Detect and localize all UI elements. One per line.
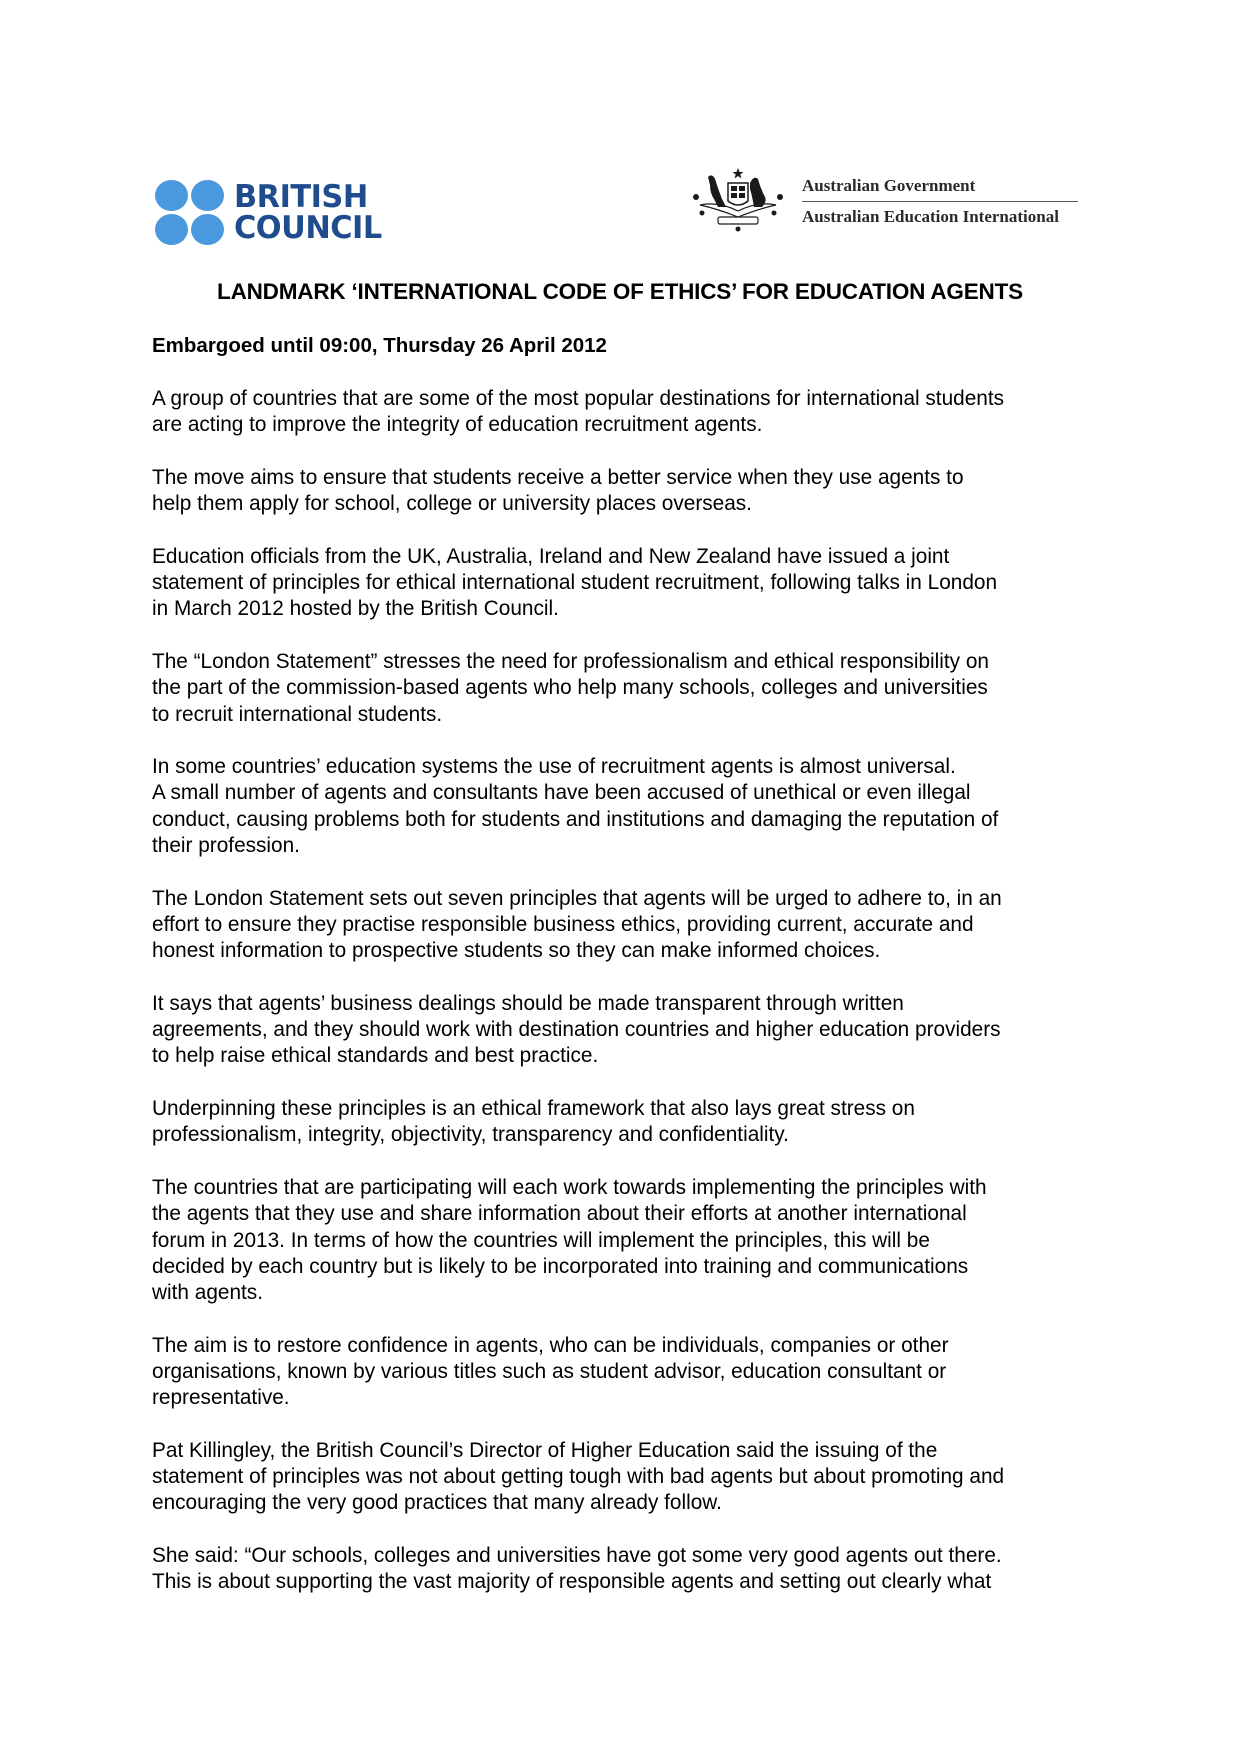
text-line: conduct, causing problems both for students and institutions and damaging the reputation of xyxy=(152,807,999,831)
text-line: with agents. xyxy=(152,1281,263,1305)
text-line: their profession. xyxy=(152,834,300,858)
text-line: It says that agents’ business dealings should be made transparent through written xyxy=(152,991,904,1015)
australian-government-logo xyxy=(688,165,1078,237)
document-title: LANDMARK ‘INTERNATIONAL CODE OF ETHICS’ FOR EDUCATION AGENTS xyxy=(217,279,1023,304)
logo-dot xyxy=(155,214,188,245)
text-line: agreements, and they should work with destination countries and higher education providers xyxy=(152,1018,1001,1042)
paragraph xyxy=(152,1543,1112,1596)
text-line: statement of principles was not about getting tough with bad agents but about promoting and xyxy=(152,1465,1005,1489)
document-body xyxy=(152,386,1112,1622)
paragraph xyxy=(152,386,1112,439)
paragraph xyxy=(152,1096,1112,1149)
british-council-wordmark xyxy=(234,178,382,246)
text-line: effort to ensure they practise responsible business ethics, providing current, accurate and xyxy=(152,912,974,936)
text-line: in March 2012 hosted by the British Council. xyxy=(152,597,559,621)
embargo-notice: Embargoed until 09:00, Thursday 26 April 2012 xyxy=(152,334,607,357)
text-line: encouraging the very good practices that many already follow. xyxy=(152,1491,722,1515)
paragraph xyxy=(152,991,1112,1070)
coat-of-arms-icon xyxy=(688,165,788,237)
text-line: representative. xyxy=(152,1386,290,1410)
text-line: Pat Killingley, the British Council’s Director of Higher Education said the issuing of the xyxy=(152,1438,938,1462)
text-line: She said: “Our schools, colleges and universities have got some very good agents out there. xyxy=(152,1544,1002,1568)
logo-dot xyxy=(191,214,224,245)
text-line: professionalism, integrity, objectivity, transparency and confidentiality. xyxy=(152,1123,789,1147)
logo-line-2: COUNCIL xyxy=(234,209,382,246)
logo-line-2: Australian Education International xyxy=(802,206,1059,226)
text-line: In some countries’ education systems the use of recruitment agents is almost universal. xyxy=(152,755,956,779)
text-line: The move aims to ensure that students receive a better service when they use agents to xyxy=(152,465,964,489)
text-line: honest information to prospective students so they can make informed choices. xyxy=(152,939,881,963)
text-line: Education officials from the UK, Australia, Ireland and New Zealand have issued a joint xyxy=(152,544,950,568)
text-line: to help raise ethical standards and best practice. xyxy=(152,1044,599,1068)
text-line: forum in 2013. In terms of how the countries will implement the principles, this will be xyxy=(152,1228,930,1252)
paragraph xyxy=(152,1175,1112,1306)
logo-line-1: BRITISH xyxy=(234,178,368,215)
paragraph xyxy=(152,544,1112,623)
text-line: A small number of agents and consultants have been accused of unethical or even illegal xyxy=(152,781,971,805)
australian-government-wordmark xyxy=(802,176,1078,227)
text-line: are acting to improve the integrity of education recruitment agents. xyxy=(152,413,763,437)
paragraph xyxy=(152,649,1112,728)
logo-line-1: Australian Government xyxy=(802,176,1078,202)
logo-dot xyxy=(155,180,188,211)
text-line: A group of countries that are some of the most popular destinations for international students xyxy=(152,387,1005,410)
text-line: the agents that they use and share information about their efforts at another international xyxy=(152,1202,967,1226)
logo-dot xyxy=(191,180,224,211)
text-line: statement of principles for ethical international student recruitment, following talks in London xyxy=(152,571,998,595)
text-line: The London Statement sets out seven principles that agents will be urged to adhere to, in an xyxy=(152,886,1002,910)
text-line: The “London Statement” stresses the need for professionalism and ethical responsibility on xyxy=(152,649,989,673)
text-line: The countries that are participating will each work towards implementing the principles with xyxy=(152,1175,987,1199)
text-line: The aim is to restore confidence in agents, who can be individuals, companies or other xyxy=(152,1333,949,1357)
paragraph xyxy=(152,465,1112,518)
paragraph xyxy=(152,1438,1112,1517)
paragraph xyxy=(152,886,1112,965)
text-line: to recruit international students. xyxy=(152,702,443,726)
text-line: This is about supporting the vast majority of responsible agents and setting out clearly what xyxy=(152,1570,992,1594)
british-council-logo xyxy=(155,180,385,245)
text-line: the part of the commission-based agents who help many schools, colleges and universities xyxy=(152,676,988,700)
paragraph xyxy=(152,1333,1112,1412)
paragraph xyxy=(152,754,1112,859)
text-line: organisations, known by various titles such as student advisor, education consultant or xyxy=(152,1359,947,1383)
text-line: help them apply for school, college or university places overseas. xyxy=(152,492,752,516)
text-line: Underpinning these principles is an ethical framework that also lays great stress on xyxy=(152,1097,915,1121)
british-council-dots-icon xyxy=(155,180,224,245)
text-line: decided by each country but is likely to be incorporated into training and communications xyxy=(152,1254,969,1278)
